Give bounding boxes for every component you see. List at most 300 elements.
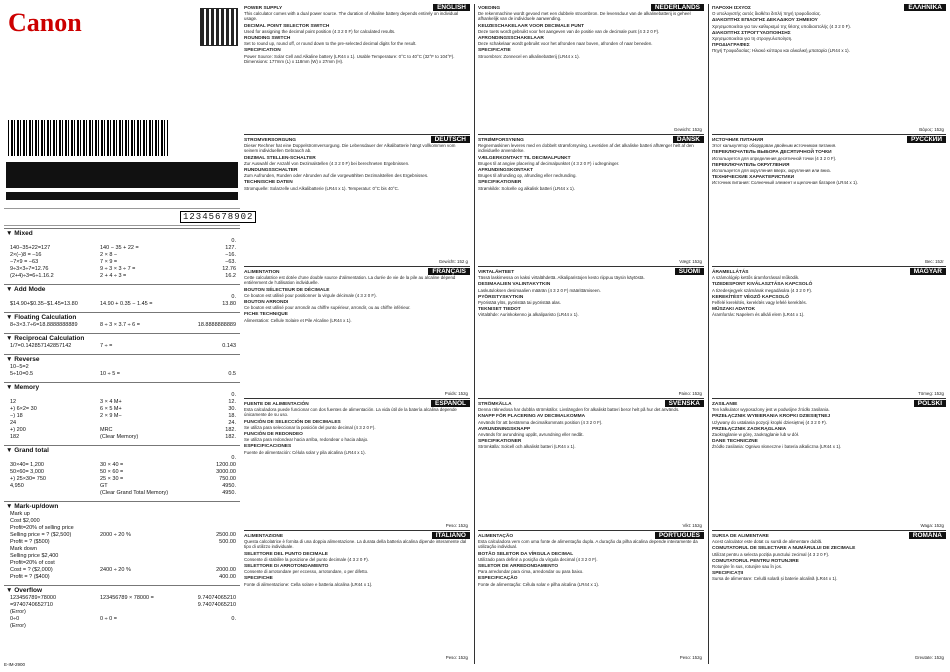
section-text: Tässä laskimessa on kaksi virtalähdettä. Alkaliparistojen kesto riippuu täysin käytöstä. — [478, 275, 645, 281]
example-title: ▼ Grand total — [6, 447, 49, 454]
language-section — [712, 136, 946, 265]
example-line — [4, 392, 240, 399]
example-result: 0.143 — [222, 343, 236, 349]
example-line — [4, 322, 240, 329]
language-tag: FRANÇAIS — [428, 268, 470, 275]
key-sequence: 2400 ÷ 20 % — [100, 567, 131, 573]
section-text: A tizedesjegyek számának megadására (4 3 2 0 F). — [712, 287, 813, 293]
section-heading: DESIMAALIEN VALINTAKYTKIN — [478, 282, 551, 288]
section-text: Virtalähde: Aurinkokenno ja alkaliparisto (LR44 x 1). — [478, 312, 579, 318]
section-text: Áramforrás: Napelem és alkáli elem (LR44 x 1). — [712, 312, 805, 318]
section-text: Stromquelle: Solarzelle und Alkalibatterie (LR44 x 1). Temperatur: 0°C bis 40°C. — [244, 185, 399, 191]
section-text: Pyöristää ylös, pyöristää tai pyöristää alas. — [478, 300, 561, 306]
weight-spec: Paino: 152g — [678, 390, 702, 396]
example-section — [4, 354, 240, 378]
example-result: 0.5 — [228, 371, 236, 377]
example-line — [4, 343, 240, 350]
example-result: 4950. — [222, 490, 236, 496]
example-expression: −) 18 — [10, 413, 23, 419]
example-result: 12.76 — [222, 266, 236, 272]
section-text: Used for assigning the decimal point position (4 3 2 0 F) for calculated results. — [244, 28, 396, 34]
key-sequence: 2 × 9 M− — [100, 413, 122, 419]
language-tag: POLSKI — [914, 400, 946, 407]
example-line — [4, 301, 240, 308]
section-heading: AFRONDINGSSCHAKELAAR — [478, 36, 544, 42]
example-line — [4, 525, 240, 532]
example-result: 0. — [231, 294, 236, 300]
section-heading: ПЕРЕКЛЮЧАТЕЛЬ ВЫБОРА ДЕСЯТИЧНОЙ ТОЧКИ — [712, 150, 832, 156]
example-line — [4, 252, 240, 259]
section-heading: ALIMENTAZIONE — [244, 534, 284, 539]
example-expression: 24 — [10, 420, 17, 426]
section-text: Zur Auswahl der Anzahl von Dezimalstellen (4 3 2 0 F) bei berechneten Ergebnissen. — [244, 160, 410, 166]
example-result: 12. — [228, 399, 236, 405]
language-section — [712, 268, 946, 397]
key-sequence: 14.90 + 0.35 − 1.45 = — [100, 301, 153, 307]
example-line — [4, 469, 240, 476]
example-result: 400.00 — [219, 574, 236, 580]
section-text: Zum Aufrunden, Runden oder Abrunden auf die vorgewählten Dezimalstellen des Ergebnisses. — [244, 173, 429, 179]
weight-spec: Vikt: 152g — [682, 522, 702, 528]
example-result: 24. — [228, 420, 236, 426]
weight-spec: Tömeg: 152g — [918, 390, 944, 396]
example-line — [4, 518, 240, 525]
example-line — [4, 259, 240, 266]
barcode-icon — [8, 120, 168, 156]
example-line — [4, 399, 240, 406]
example-result: 2500.00 — [216, 532, 236, 538]
example-section — [4, 501, 240, 581]
key-sequence: 140 − 35 + 22 = — [100, 245, 139, 251]
section-heading: STROMVERSORGUNG — [244, 138, 296, 143]
section-heading: RUNDUNGSSCHALTER — [244, 168, 298, 174]
example-result: 182. — [225, 427, 236, 433]
section-heading: SPECIFICAȚII — [712, 571, 744, 577]
section-heading: BOUTON ARRONDI — [244, 300, 289, 306]
example-section — [4, 312, 240, 329]
section-heading: ПЕРЕКЛЮЧАТЕЛЬ ОКРУГЛЕНИЯ — [712, 162, 790, 168]
section-heading: SURSA DE ALIMENTARE — [712, 534, 769, 539]
example-expression: (Error) — [10, 623, 26, 629]
example-line — [4, 567, 240, 574]
language-tag: PORTUGUÊS — [655, 532, 704, 539]
example-result: 182. — [225, 434, 236, 440]
example-title: ▼ Memory — [6, 384, 40, 391]
section-text: Questa calcolatrice è fornita di una doppia alimentazione. La durata della batteria alcalina dipende interamente dal tipo di utilizzo individuale. — [244, 539, 467, 550]
section-text: Bruges til afrunding op, afrunding eller nedrunding. — [478, 173, 577, 179]
qr-code-icon — [200, 8, 238, 46]
language-section — [712, 4, 946, 133]
section-heading: ZASILANIE — [712, 402, 738, 407]
example-line — [4, 462, 240, 469]
section-text: Esta calculadora puede funcionar con dos fuentes de alimentación. La vida útil de la batería alcalina depende únicamente de su uso. — [244, 407, 457, 418]
key-sequence: 10 ÷ 5 = — [100, 371, 120, 377]
language-section — [478, 4, 704, 133]
section-text: Dieser Rechner hat eine Doppelstromversorgung. Die Lebensdauer der Alkalibatterie hängt vollkommen vom seinem individuellen Gebrauch ab. — [244, 143, 456, 154]
key-sequence: 6 × 5 M+ — [100, 406, 122, 412]
example-line — [4, 595, 240, 602]
example-result: −63. — [225, 259, 236, 265]
section-heading: COMUTATORUL PENTRU ROTUNJIRE — [712, 558, 799, 564]
section-heading: ÁRAMELLÁTÁS — [712, 270, 749, 275]
example-result: 2000.00 — [216, 567, 236, 573]
example-line — [4, 455, 240, 462]
example-expression: Mark down — [10, 546, 37, 552]
example-expression: 30×40= 1,200 — [10, 462, 44, 468]
section-text: Deze schakelaar wordt gebruikt voor het afronden naar boven, afronden of naar beneden. — [478, 41, 653, 47]
example-title: ▼ Add Mode — [6, 286, 46, 293]
example-expression: +) 6×2= 30 — [10, 406, 37, 412]
example-line — [4, 294, 240, 301]
weight-spec: Peso: 152g — [445, 654, 468, 660]
section-text: Źródło zasilania: Ogniwo słoneczne i bateria alkaliczna (LR44 x 1). — [712, 444, 842, 450]
brand-logo: Canon — [8, 8, 82, 37]
section-heading: ALIMENTAÇÃO — [478, 534, 514, 539]
footer-code: E-IM-2900 — [4, 662, 26, 667]
section-heading: VOEDING — [478, 6, 501, 11]
example-result: 0. — [231, 616, 236, 622]
section-text: Используется для округления вверх, округления или вниз. — [712, 168, 831, 174]
example-title: ▼ Mark-up/down — [6, 503, 59, 510]
example-line — [4, 490, 240, 497]
example-line — [4, 623, 240, 630]
section-heading: FUNCIÓN DE REDONDEO — [244, 432, 303, 438]
section-divider — [712, 530, 946, 531]
language-section — [712, 532, 946, 661]
section-heading: BOTÃO SELETOR DA VÍRGULA DECIMAL — [478, 551, 574, 557]
section-heading: ΠΑΡΟΧΗ ΙΣΧΥΟΣ — [712, 6, 751, 11]
header-bar — [6, 162, 238, 188]
example-line — [4, 539, 240, 546]
example-expression: 0÷0 — [10, 616, 20, 622]
example-result: 0. — [231, 238, 236, 244]
section-heading: ESPECIFICAÇÃO — [478, 576, 518, 582]
language-section — [244, 268, 470, 397]
section-heading: FUNCIÓN DE SELECCIÓN DE DECIMALES — [244, 419, 341, 425]
language-tag: MAGYAR — [910, 268, 946, 275]
language-section — [244, 136, 470, 265]
section-heading: SELETOR DE ARREDONDAMENTO — [478, 564, 559, 570]
section-text: Set to round up, round off, or round down to the pre-selected decimal digits for the result. — [244, 41, 417, 47]
example-line — [4, 364, 240, 371]
section-divider — [244, 134, 470, 135]
section-heading: SELETTORE DEL PUNTO DECIMALE — [244, 551, 328, 557]
key-sequence: 3 × 4 M+ — [100, 399, 122, 405]
section-text: Χρησιμοποιείται για τον καθορισμό της θέσης υποδιαστολής (4 3 2 0 F). — [712, 23, 851, 29]
key-sequence: 7 ÷ = — [100, 343, 113, 349]
key-sequence: 9 ÷ 3 × 3 ÷ 7 = — [100, 266, 136, 272]
section-text: Se utiliza para redondear hacia arriba, redondear o hacia abajo. — [244, 437, 369, 443]
example-expression: 5÷10=0.5 — [10, 371, 34, 377]
header-bar-thin — [6, 192, 238, 200]
example-expression: 12 — [10, 399, 17, 405]
example-expression: Cost = ? ($2,000) — [10, 567, 53, 573]
section-text: Consente di arrotondare per eccesso, arrotondare, o per difetto. — [244, 569, 369, 575]
weight-spec: Peso: 152g — [445, 522, 468, 528]
example-line — [4, 413, 240, 420]
section-text: Laskutuloksen desimaalien määrän (4 3 2 0 F) määrittämiseen. — [478, 287, 601, 293]
section-text: Används för avrundning uppåt, avrundning eller nedåt. — [478, 432, 584, 438]
example-title: ▼ Reciprocal Calculation — [6, 335, 85, 342]
language-tag: ESPAÑOL — [431, 400, 470, 407]
example-result: 3000.00 — [216, 469, 236, 475]
language-tag: DEUTSCH — [431, 136, 470, 143]
example-result: 0. — [231, 455, 236, 461]
weight-spec: Vægt: 152g — [679, 258, 702, 264]
key-sequence: (Clear Grand Total Memory) — [100, 490, 169, 496]
section-text: Ce bouton est utilisé pour arrondir au chiffre supérieur, arrondir, ou au chiffre inférieur. — [244, 305, 411, 311]
example-expression: 10−5=2 — [10, 364, 29, 370]
column-divider — [708, 4, 709, 664]
section-heading: DANE TECHNICZNE — [712, 439, 758, 445]
example-result: −16. — [225, 252, 236, 258]
example-line — [4, 532, 240, 539]
key-sequence: 50 × 60 = — [100, 469, 124, 475]
section-heading: POWER SUPPLY — [244, 6, 283, 11]
example-expression: Profit = ? ($400) — [10, 574, 50, 580]
section-heading: VIRTALÄHTEET — [478, 270, 515, 275]
key-sequence: (Clear Memory) — [100, 434, 139, 440]
example-expression: 4,950 — [10, 483, 24, 489]
language-section — [478, 136, 704, 265]
example-line — [4, 434, 240, 441]
example-result: 750.00 — [219, 476, 236, 482]
example-expression: 1/7=0.142857142857142 — [10, 343, 72, 349]
section-heading: SELETTORE DI ARROTONDAMENTO — [244, 564, 329, 570]
section-heading: VÆLGERKONTAKT TIL DECIMALPUNKT — [478, 155, 571, 161]
example-result: 0. — [231, 392, 236, 398]
language-tag: ROMÂNA — [909, 532, 946, 539]
example-expression: 123456789×78000 — [10, 595, 57, 601]
example-line — [4, 511, 240, 518]
example-expression: 9÷3×3÷7=12.76 — [10, 266, 49, 272]
example-title: ▼ Floating Calculation — [6, 314, 77, 321]
example-expression: −7×9 = −63 — [10, 259, 39, 265]
key-sequence: 25 × 30 = — [100, 476, 124, 482]
section-text: Fonte di alimentazione: Cella solare e batteria alcalina (LR44 x 1). — [244, 581, 373, 587]
example-line — [4, 406, 240, 413]
section-text: Bruges til at angive placering af decimalpunktet (4 3 2 0 F) i udregninger. — [478, 160, 620, 166]
weight-spec: Waga: 152g — [920, 522, 944, 528]
section-heading: SPECIFIKATIONER — [478, 180, 522, 186]
section-text: Regnemaskinen leveres med en dobbelt strømforsyning. Levetiden af det alkaliske batteri afhænger helt af den individuelle anvendelse. — [478, 143, 694, 154]
section-text: Fonte de alimentação: Célula solar e pilha alcalina (LR44 x 1). — [478, 581, 600, 587]
language-section — [244, 400, 470, 529]
example-result: 500.00 — [219, 539, 236, 545]
section-text: Denna räknedosa har dubbla strömkällor. Livslängden för alkaliskt batteri beror helt på hur det används. — [478, 407, 680, 413]
example-section — [4, 333, 240, 350]
example-result: 1200.00 — [216, 462, 236, 468]
language-section — [478, 268, 704, 397]
example-line — [4, 238, 240, 245]
key-sequence: GT — [100, 483, 108, 489]
example-expression: =9740740652710 — [10, 602, 53, 608]
section-text: Utilizat pentru a selecta poziția punctului zecimal (4 3 2 0 F). — [712, 551, 830, 557]
section-heading: PRZEŁĄCZNIK ZAOKRĄGLANIA — [712, 426, 787, 432]
section-heading: ΔΙΑΚΟΠΤΗΣ ΣΤΡΟΓΓΥΛΟΠΟΙΗΣΗΣ — [712, 30, 791, 36]
weight-spec: Gewicht: 152 g — [438, 258, 468, 264]
key-sequence: 2 + 4 ÷ 3 = — [100, 273, 127, 279]
section-text: Источник питания: Солнечный элемент и щелочная батарея (LR44 x 1). — [712, 180, 859, 186]
key-sequence: 0 ÷ 0 = — [100, 616, 117, 622]
example-result: 16.2 — [225, 273, 236, 279]
language-tag: SVENSKA — [665, 400, 704, 407]
example-title: ▼ Reverse — [6, 356, 40, 363]
key-sequence: MRC — [100, 427, 113, 433]
section-text: Ο υπολογιστής αυτός διαθέτει διπλή πηγή τροφοδοσίας. — [712, 11, 822, 17]
example-line — [4, 427, 240, 434]
section-text: Πηγή Τροφοδοσίας: Ηλιακό κύτταρο και αλκαλική μπαταρία (LR44 x 1). — [712, 48, 850, 54]
example-line — [4, 553, 240, 560]
section-heading: PYÖRISTYSKYTKIN — [478, 294, 524, 300]
weight-spec: Greutate: 152g — [914, 654, 944, 660]
section-text: Fuente de alimentación: Célula solar y pila alcalina (LR44 x 1). — [244, 449, 366, 455]
section-heading: ΔΙΑΚΟΠΤΗΣ ΕΠΙΛΟΓΗΣ ΔΕΚΑΔΙΚΟΥ ΣΗΜΕΙΟΥ — [712, 18, 818, 24]
weight-spec: Вес: 152г — [925, 258, 944, 264]
section-text: Stroombron: Zonnecel en alkalinebatterij (LR44 x 1). — [478, 53, 580, 59]
section-heading: COMUTATORUL DE SELECTARE A NUMĂRULUI DE ZECIMALE — [712, 546, 856, 552]
section-text: Zaokrąglanie w górę, zaokrąglanie lub w dół. — [712, 432, 799, 438]
example-result: 127. — [225, 245, 236, 251]
section-divider — [478, 134, 704, 135]
section-divider — [712, 134, 946, 135]
section-heading: TEKNISET TIEDOT — [478, 307, 521, 313]
section-heading: ROUNDING SWITCH — [244, 36, 291, 42]
example-result: 30. — [228, 406, 236, 412]
example-result: 18. — [228, 413, 236, 419]
example-expression: Selling price $2,400 — [10, 553, 59, 559]
example-expression: 50×60= 3,000 — [10, 469, 44, 475]
language-tag: SUOMI — [675, 268, 704, 275]
example-expression: 2×(–)8 = –16 — [10, 252, 42, 258]
example-line — [4, 560, 240, 567]
section-text: Strömkälla: Solcell och alkaliskt batteri (LR44 x 1). — [478, 444, 576, 450]
section-text: De rekenmachine wordt gevoed met een dubbele stroombron. De levensduur van de alkalinebatterij is geheel afhankelijk van de individuele aanwending. — [478, 11, 691, 22]
section-text: Этот калькулятор оборудован двойным источником питания. — [712, 143, 837, 149]
weight-spec: Βάρος: 152g — [919, 126, 944, 132]
language-section — [478, 400, 704, 529]
section-text: Consente di stabilire la posizione del punto decimale (4 3 2 0 F). — [244, 556, 369, 562]
weight-spec: Poids: 152g — [444, 390, 468, 396]
example-line — [4, 371, 240, 378]
section-text: Se utiliza para seleccionar la posición del punto decimal (4 3 2 0 F). — [244, 424, 376, 430]
example-section — [4, 228, 240, 280]
example-expression: $14.90+$0.35−$1.45=13.80 — [10, 301, 78, 307]
example-expression: Mark up — [10, 511, 30, 517]
language-section — [244, 4, 470, 133]
example-line — [4, 609, 240, 616]
section-text: Acest calculator este dotat cu sursă de alimentare dublă. — [712, 539, 823, 545]
section-divider — [478, 266, 704, 267]
example-expression: Cost $2,000 — [10, 518, 40, 524]
section-divider — [478, 398, 704, 399]
section-heading: AVRUNDNINGSKNAPP — [478, 426, 531, 432]
section-heading: STRØMFORSYNING — [478, 138, 524, 143]
key-sequence: 30 × 40 = — [100, 462, 124, 468]
section-text: Sursa de alimentare: Celulă solară și baterie alcalină (LR44 x 1). — [712, 576, 838, 582]
section-heading: BOUTON SÉLECTEUR DE DÉCIMALE — [244, 287, 330, 293]
example-line — [4, 574, 240, 581]
example-result: 9.74074065210 — [197, 595, 236, 601]
section-text: Para arredondar para cima, arredondar ou para baixo. — [478, 569, 584, 575]
section-heading: DEZIMAL STELLEN-SCHALTER — [244, 155, 316, 161]
section-text: This calculator comes with a dual power source. The duration of Alkaline battery depends entirely on individual usage. — [244, 11, 459, 22]
section-text: Używany do ustalania pozycji kropki dziesiętnej (4 3 2 0 F). — [712, 419, 827, 425]
language-section — [712, 400, 946, 529]
section-divider — [478, 530, 704, 531]
section-text: Cette calculatrice est dotée d'une double source d'alimentation. La durée de vie de la pile au alcaline dépend entièrement de l'utilisation individuelle. — [244, 275, 456, 286]
section-heading: FUENTE DE ALIMENTACIÓN — [244, 402, 309, 407]
key-sequence: 123456789 × 78000 = — [100, 595, 154, 601]
section-text: Ce bouton est utilisé pour positionner la virgule décimale (4 3 2 0 F). — [244, 292, 377, 298]
key-sequence: 2000 ÷ 20 % — [100, 532, 131, 538]
section-text: Power Source: Solar Cell and Alkaline battery (LR44 x 1). Usable Temperature: 0°C to 40°C (32°F to 104°F). Dimensions: 177mm (L) x 118mm (W) x 27mm (H). — [244, 53, 455, 64]
section-text: Utilizado para definir a posição da vírgula decimal (4 3 2 0 F). — [478, 556, 598, 562]
example-title: ▼ Overflow — [6, 587, 43, 594]
section-divider — [712, 398, 946, 399]
section-divider — [244, 266, 470, 267]
language-tag: ENGLISH — [433, 4, 470, 11]
example-expression: +) 25×30= 750 — [10, 476, 46, 482]
section-heading: MŰSZAKI ADATOK — [712, 307, 756, 313]
example-title: ▼ Mixed — [6, 230, 33, 237]
example-line — [4, 420, 240, 427]
section-heading: KNAPP FÖR PLACERING AV DECIMALKOMMA — [478, 414, 586, 420]
example-expression: Selling price = ? ($2,500) — [10, 532, 72, 538]
example-result: 4950. — [222, 483, 236, 489]
section-text: Felfelé kerekítés, kerekítés vagy lefelé kerekítés. — [712, 300, 807, 306]
section-heading: ESPECIFICACIONES — [244, 444, 292, 450]
section-heading: TIZEDESPONT KIVÁLASZTÁSA KAPCSOLÓ — [712, 282, 813, 288]
section-text: Alimentation: Cellule Solaire et Pile Alcaline (LR44 x 1). — [244, 317, 352, 323]
section-text: Используется для определения десятичной точки (4 3 2 0 F). — [712, 155, 837, 161]
example-result: 13.80 — [222, 301, 236, 307]
example-expression: Profit=20% of cost — [10, 560, 55, 566]
section-text: Esta calculadora vem com uma fonte de alimentação dupla. A duração da pilha alcalina depende inteiramente da utilização individual. — [478, 539, 698, 550]
section-heading: TECHNISCHE DATEN — [244, 180, 293, 186]
section-text: Används för att bestämma decimalkommats position (4 3 2 0 F). — [478, 419, 603, 425]
example-expression: (Error) — [10, 609, 26, 615]
example-expression: Profit=20% of selling price — [10, 525, 74, 531]
section-heading: SPECIFIKATIONER — [478, 439, 522, 445]
section-heading: AFRUNDINGSKONTAKT — [478, 168, 534, 174]
weight-spec: Peso: 152g — [679, 654, 702, 660]
key-sequence: 8 ÷ 3 × 3.7 ÷ 6 = — [100, 322, 140, 328]
example-line — [4, 483, 240, 490]
example-line — [4, 616, 240, 623]
section-text: A számológép kettős áramforrással működik. — [712, 275, 800, 281]
section-heading: SPECIFICHE — [244, 576, 273, 582]
section-heading: PRZEŁĄCZNIK WYBIERANIA KROPKI DZIESIĘTNEJ — [712, 414, 831, 420]
section-heading: ALIMENTATION — [244, 270, 280, 275]
example-expression: Profit = ? ($500) — [10, 539, 50, 545]
weight-spec: Gewicht: 152g — [673, 126, 702, 132]
section-heading: KEUZESCHAKELAAR VOOR DECIMALE PUNT — [478, 23, 585, 29]
example-line — [4, 602, 240, 609]
language-tag: DANSK — [673, 136, 704, 143]
section-heading: ТЕХНИЧЕСКИЕ ХАРАКТЕРИСТИКИ — [712, 175, 795, 181]
section-heading: FICHE TECHNIQUE — [244, 312, 288, 318]
example-section — [4, 585, 240, 630]
example-section — [4, 382, 240, 441]
example-line — [4, 546, 240, 553]
section-text: Rotunjire în sus, rotunjire sau în jos. — [712, 564, 783, 570]
section-text: Strømkilde: Solcelle og alkalisk batteri (LR44 x 1). — [478, 185, 575, 191]
example-expression: +) 200 — [10, 427, 26, 433]
language-section — [244, 532, 470, 661]
section-heading: DECIMAL POINT SELECTOR SWITCH — [244, 23, 330, 29]
example-section — [4, 445, 240, 497]
